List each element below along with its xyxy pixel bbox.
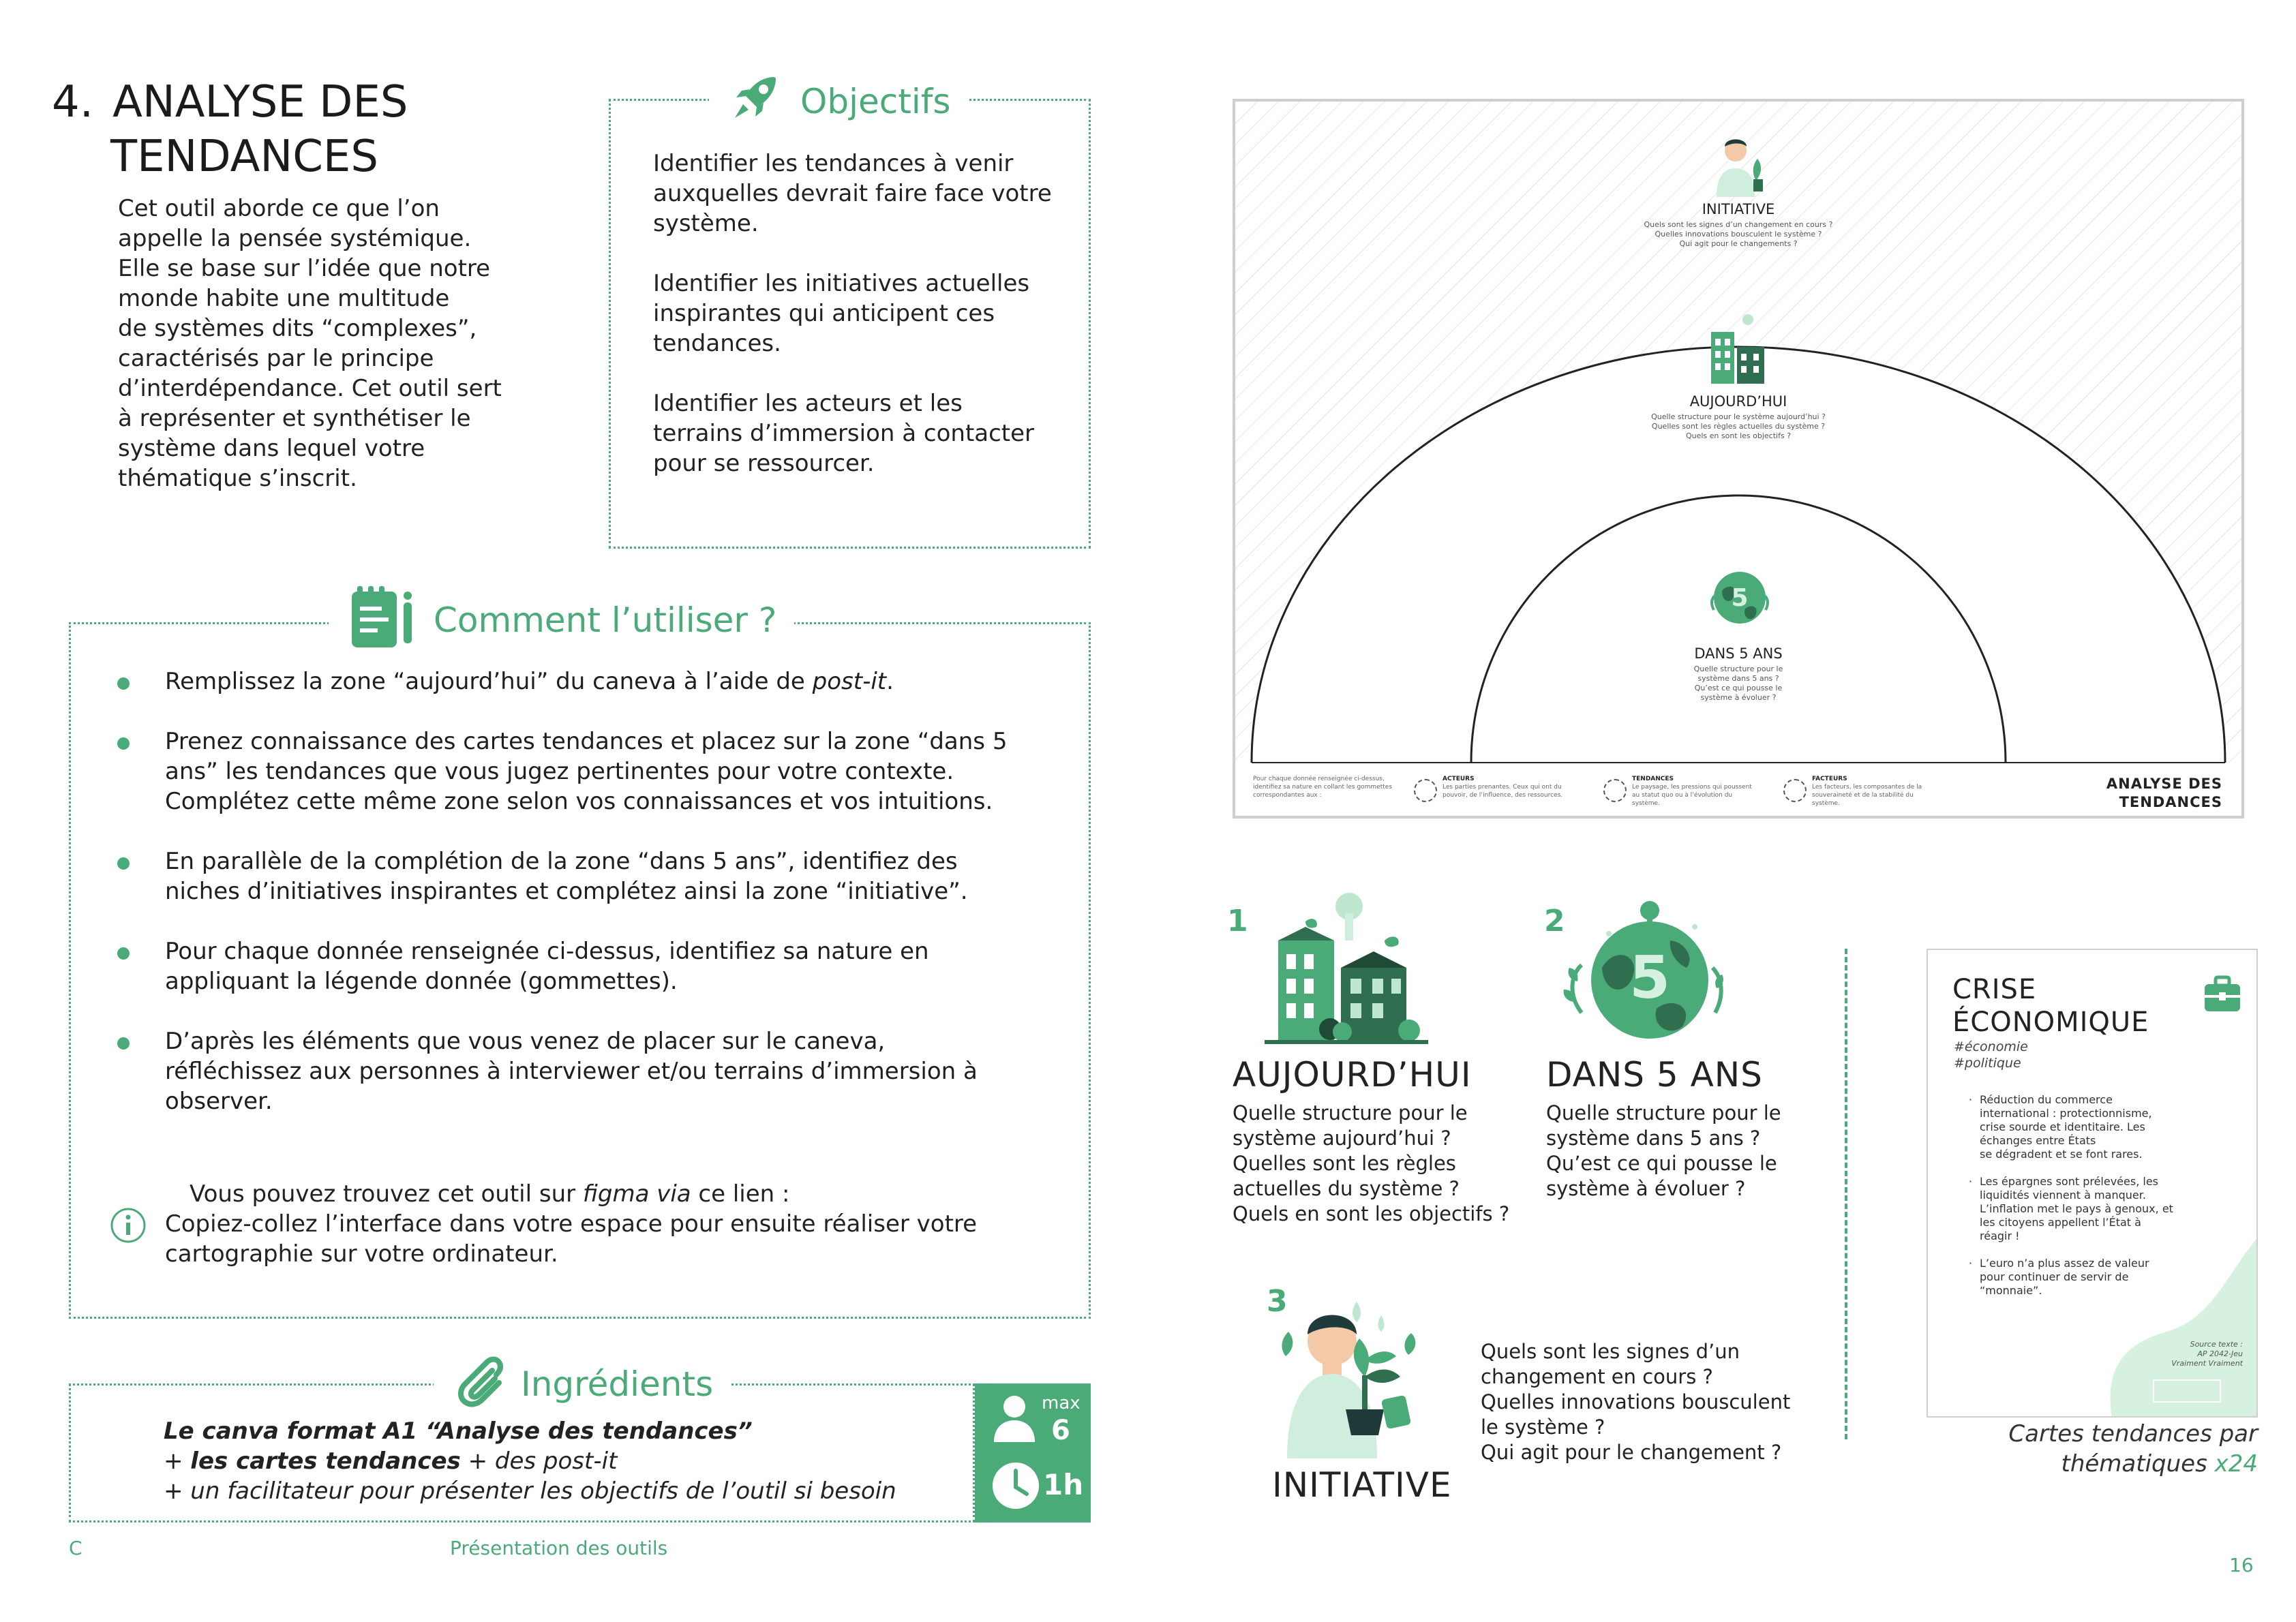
card-line: pour continuer de servir de bbox=[1980, 1270, 2129, 1283]
instructions-list bbox=[117, 667, 1051, 1146]
canvas-aujourdhui-questions bbox=[1602, 412, 1875, 441]
canvas-brand bbox=[2106, 775, 2222, 812]
page-title bbox=[52, 75, 408, 184]
objectif-line: système. bbox=[653, 210, 759, 237]
max-label: max bbox=[1042, 1393, 1081, 1413]
canvas-initiative-label: INITIATIVE bbox=[1702, 201, 1775, 217]
svg-text:5: 5 bbox=[1731, 584, 1749, 612]
objectif-line: pour se ressourcer. bbox=[653, 450, 875, 477]
card-title-line: CRISE bbox=[1952, 974, 2037, 1005]
canvas-question: Quelle structure pour le bbox=[1693, 664, 1783, 673]
card-line: Réduction du commerce bbox=[1980, 1093, 2113, 1106]
footer-section: Présentation des outils bbox=[450, 1537, 668, 1559]
canvas-question: Qui agit pour le changements ? bbox=[1679, 239, 1798, 248]
card-source-line: Source texte : bbox=[2190, 1340, 2243, 1349]
intro-line: Cet outil aborde ce que l’on bbox=[118, 195, 440, 222]
legend-text: pouvoir, de l’influence, des ressources. bbox=[1442, 792, 1563, 799]
canvas-question: Qu’est ce qui pousse le bbox=[1694, 684, 1783, 692]
canvas-aujourdhui-label: AUJOURD’HUI bbox=[1689, 393, 1787, 410]
legend-dot-tendances bbox=[1603, 779, 1627, 802]
card-caption-count: x24 bbox=[2214, 1450, 2258, 1478]
canvas-dans5-questions bbox=[1636, 664, 1841, 703]
card-source-line: AP 2042-Jeu bbox=[2197, 1349, 2243, 1358]
zone-question: Quels en sont les objectifs ? bbox=[1233, 1202, 1510, 1225]
canvas-initiative-questions bbox=[1602, 220, 1875, 249]
legend-dot-facteurs bbox=[1783, 779, 1807, 802]
zone-question: Qui agit pour le changement ? bbox=[1481, 1441, 1782, 1464]
info-line: Copiez-collez l’interface dans votre espace pour ensuite réaliser votre bbox=[165, 1210, 978, 1238]
intro-line: à représenter et synthétiser le bbox=[118, 405, 471, 432]
canvas-question: Quels en sont les objectifs ? bbox=[1685, 431, 1792, 440]
info-figma: figma via bbox=[582, 1180, 691, 1208]
instruction-line: Prenez connaissance des cartes tendances et placez sur la zone “dans 5 bbox=[165, 728, 1008, 755]
card-line: se dégradent et se font rares. bbox=[1980, 1148, 2143, 1161]
card-line: les citoyens appellent l’État à bbox=[1980, 1216, 2141, 1229]
initiative-illustration bbox=[1275, 1295, 1432, 1461]
instruction-line: niches d’initiatives inspirantes et complétez ainsi la zone “initiative”. bbox=[165, 878, 968, 905]
intro-line: d’interdépendance. Cet outil sert bbox=[118, 375, 502, 402]
objectifs-title: Objectifs bbox=[800, 82, 951, 121]
canvas-brand-line: ANALYSE DES bbox=[2106, 776, 2222, 792]
zone-question: le système ? bbox=[1481, 1416, 1605, 1439]
objectifs-heading bbox=[709, 71, 968, 132]
legend-text: Les parties prenantes. Ceux qui ont du bbox=[1442, 784, 1562, 791]
ingredient-text: + des post-it bbox=[460, 1448, 618, 1475]
objectif-line: inspirantes qui anticipent ces bbox=[653, 300, 995, 327]
zone-1-title: AUJOURD’HUI bbox=[1233, 1055, 1472, 1095]
intro-line: monde habite une multitude bbox=[118, 285, 450, 312]
max-people-value: 6 bbox=[1051, 1415, 1070, 1446]
comment-title: Comment l’utiliser ? bbox=[434, 600, 777, 640]
legend-title: TENDANCES bbox=[1632, 776, 1674, 782]
intro-line: de systèmes dits “complexes”, bbox=[118, 315, 477, 342]
clock-icon bbox=[990, 1460, 1042, 1514]
zone-question: système à évoluer ? bbox=[1546, 1177, 1746, 1200]
card-line: Les épargnes sont prélevées, les bbox=[1980, 1175, 2158, 1188]
instruction-item bbox=[117, 726, 1051, 816]
instruction-line: Pour chaque donnée renseignée ci-dessus, identifiez sa nature en bbox=[165, 938, 929, 965]
title-line-2: TENDANCES bbox=[110, 132, 378, 182]
zone-3-number: 3 bbox=[1267, 1284, 1288, 1319]
title-line-1: ANALYSE DES bbox=[112, 77, 408, 127]
intro-line: appelle la pensée systémique. bbox=[118, 225, 472, 252]
card-body: · Réduction du commerce international : protectionnisme, crise sourde et identitaire. Les échanges entre États se dégradent et se font rares. · Les épargnes sont prélevées, les liquidités viennent à manquer. L’inflation met le pays à genoux, et les citoyens appellent l’État à réagir ! · L’euro n’a plus assez de valeur pour continuer de servir de “monnaie”. bbox=[1980, 1093, 2225, 1298]
ingredients-heading bbox=[434, 1353, 731, 1416]
instruction-item bbox=[117, 936, 1051, 996]
person-icon bbox=[990, 1392, 1039, 1448]
legend-text: système. bbox=[1632, 800, 1660, 807]
legend-text: souveraineté et de la stabilité du bbox=[1812, 792, 1914, 799]
canvas-globe-illustration bbox=[1707, 562, 1772, 633]
legend-dot-acteurs bbox=[1414, 779, 1437, 802]
buildings-illustration bbox=[1265, 886, 1428, 1052]
card-source-line: Vraiment Vraiment bbox=[2171, 1359, 2243, 1368]
objectif-line: Identifier les initiatives actuelles bbox=[653, 270, 1030, 297]
instruction-emphasis: post-it bbox=[812, 668, 887, 695]
objectif-line: tendances. bbox=[653, 330, 781, 357]
instruction-line: observer. bbox=[165, 1088, 273, 1115]
card-caption-text: thématiques bbox=[2061, 1450, 2215, 1478]
canvas-question: Quels sont les signes d’un changement en cours ? bbox=[1644, 220, 1833, 229]
card-line: international : protectionnisme, bbox=[1980, 1107, 2152, 1120]
card-line: “monnaie”. bbox=[1980, 1284, 2042, 1297]
zone-2-questions bbox=[1546, 1101, 1832, 1202]
ingredients-title: Ingrédients bbox=[521, 1364, 714, 1404]
zones-divider bbox=[1845, 949, 1847, 1439]
license-badge bbox=[2153, 1379, 2221, 1403]
instruction-item bbox=[117, 1026, 1051, 1116]
legend-intro-line: correspondantes aux : bbox=[1253, 792, 1322, 799]
legend-text: Les facteurs, les composantes de la bbox=[1812, 784, 1922, 791]
zone-1-questions bbox=[1233, 1101, 1519, 1227]
intro-line: système dans lequel votre bbox=[118, 435, 425, 462]
legend-title: FACTEURS bbox=[1812, 776, 1847, 782]
objectif-line: terrains d’immersion à contacter bbox=[653, 420, 1035, 447]
footer-letter: C bbox=[69, 1537, 82, 1559]
objectifs-text bbox=[653, 149, 1076, 478]
ingredient-canva: Le canva format A1 “Analyse des tendances” bbox=[164, 1418, 753, 1445]
legend-tendances bbox=[1632, 775, 1752, 808]
legend-text: système. bbox=[1812, 800, 1840, 807]
instruction-item bbox=[117, 667, 1051, 697]
instruction-line: D’après les éléments que vous venez de placer sur le caneva, bbox=[165, 1028, 886, 1055]
card-line: crise sourde et identitaire. Les bbox=[1980, 1120, 2145, 1133]
zone-question: Quelle structure pour le bbox=[1233, 1101, 1468, 1124]
canvas-initiative-illustration bbox=[1704, 132, 1772, 202]
zone-question: changement en cours ? bbox=[1481, 1365, 1713, 1388]
card-line: liquidités viennent à manquer. bbox=[1980, 1189, 2146, 1202]
zone-question: Quelle structure pour le bbox=[1546, 1101, 1781, 1124]
ingredient-facilitator: + un facilitateur pour présenter les objectifs de l’outil si besoin bbox=[164, 1478, 896, 1505]
zone-question: Quels sont les signes d’un bbox=[1481, 1340, 1740, 1363]
zone-question: système dans 5 ans ? bbox=[1546, 1127, 1761, 1150]
intro-line: thématique s’inscrit. bbox=[118, 465, 357, 492]
ingredient-cards: les cartes tendances bbox=[190, 1448, 461, 1475]
info-icon bbox=[109, 1206, 147, 1247]
canvas-legend-intro bbox=[1253, 775, 1392, 799]
canvas-question: système dans 5 ans ? bbox=[1697, 674, 1779, 683]
zone-2-title: DANS 5 ANS bbox=[1546, 1055, 1763, 1095]
info-text bbox=[165, 1179, 1051, 1269]
svg-text:5: 5 bbox=[1629, 944, 1670, 1012]
instruction-line: En parallèle de la complétion de la zone “dans 5 ans”, identifiez des bbox=[165, 848, 958, 875]
globe-illustration bbox=[1561, 893, 1725, 1052]
instruction-line: appliquant la légende donnée (gommettes). bbox=[165, 968, 678, 995]
canvas-question: Quelles innovations bousculent le système ? bbox=[1655, 230, 1822, 239]
card-tag: #économie bbox=[1954, 1039, 2028, 1054]
card-line: réagir ! bbox=[1980, 1229, 2020, 1242]
canvas-buildings-illustration bbox=[1704, 311, 1772, 389]
trend-card bbox=[1927, 949, 2258, 1418]
card-source bbox=[2171, 1340, 2243, 1368]
card-line: L’inflation met le pays à genoux, et bbox=[1980, 1202, 2173, 1215]
legend-text: au statut quo ou à l’évolution du bbox=[1632, 792, 1733, 799]
legend-text: Le paysage, les pressions qui poussent bbox=[1632, 784, 1752, 791]
card-title bbox=[1952, 973, 2149, 1039]
legend-intro-line: Pour chaque donnée renseignée ci-dessus, bbox=[1253, 776, 1385, 782]
ingredient-text: + bbox=[164, 1448, 191, 1475]
canvas-question: système à évoluer ? bbox=[1700, 693, 1777, 702]
zone-question: système aujourd’hui ? bbox=[1233, 1127, 1451, 1150]
intro-text bbox=[118, 194, 554, 493]
zone-question: Quelles innovations bousculent bbox=[1481, 1390, 1791, 1413]
objectif-line: Identifier les acteurs et les bbox=[653, 390, 963, 417]
page-number: 16 bbox=[2229, 1554, 2254, 1576]
briefcase-icon bbox=[2202, 973, 2243, 1017]
instruction-text: . bbox=[886, 668, 894, 695]
intro-line: caractérisés par le principe bbox=[118, 345, 434, 372]
card-tags bbox=[1954, 1039, 2028, 1071]
rocket-icon bbox=[727, 69, 784, 134]
ingredients-text bbox=[164, 1416, 896, 1506]
paperclip-icon bbox=[451, 1353, 504, 1416]
duration-value: 1h bbox=[1043, 1468, 1084, 1501]
card-caption-line: Cartes tendances par bbox=[2008, 1420, 2258, 1448]
instruction-text: Remplissez la zone “aujourd’hui” du caneva à l’aide de bbox=[165, 668, 813, 695]
legend-intro-line: identifiez sa nature en collant les gommettes bbox=[1253, 784, 1393, 791]
card-line: échanges entre États bbox=[1980, 1134, 2096, 1147]
zone-2-number: 2 bbox=[1544, 904, 1565, 938]
canvas-question: Quelle structure pour le système aujourd’hui ? bbox=[1651, 412, 1826, 421]
objectif-line: auxquelles devrait faire face votre bbox=[653, 180, 1052, 207]
instruction-line: réfléchissez aux personnes à interviewer et/ou terrains d’immersion à bbox=[165, 1058, 978, 1085]
zone-question: actuelles du système ? bbox=[1233, 1177, 1460, 1200]
capacity-panel bbox=[975, 1383, 1091, 1522]
legend-title: ACTEURS bbox=[1442, 776, 1475, 782]
legend-facteurs bbox=[1812, 775, 1922, 808]
info-line: cartographie sur votre ordinateur. bbox=[165, 1240, 558, 1268]
zone-question: Qu’est ce qui pousse le bbox=[1546, 1152, 1777, 1175]
canvas-dans5-label: DANS 5 ANS bbox=[1694, 645, 1783, 662]
instruction-line: ans” les tendances que vous jugez pertinentes pour votre contexte. bbox=[165, 758, 954, 785]
canvas-preview bbox=[1233, 99, 2244, 818]
canvas-question: Quelles sont les règles actuelles du système ? bbox=[1651, 422, 1826, 431]
info-text-part: Vous pouvez trouvez cet outil sur bbox=[190, 1180, 583, 1208]
intro-line: Elle se base sur l’idée que notre bbox=[118, 255, 491, 282]
instruction-line: Complétez cette même zone selon vos connaissances et vos intuitions. bbox=[165, 788, 993, 815]
legend-acteurs bbox=[1442, 775, 1562, 799]
notepad-icon bbox=[346, 582, 417, 658]
canvas-brand-line: TENDANCES bbox=[2119, 794, 2222, 810]
zone-3-title: INITIATIVE bbox=[1272, 1465, 1452, 1505]
instruction-item bbox=[117, 846, 1051, 906]
card-caption bbox=[1927, 1419, 2258, 1479]
zone-3-questions bbox=[1481, 1339, 1808, 1465]
section-number: 4. bbox=[52, 77, 94, 127]
comment-heading bbox=[329, 586, 794, 654]
objectif-line: Identifier les tendances à venir bbox=[653, 150, 1014, 177]
zone-question: Quelles sont les règles bbox=[1233, 1152, 1456, 1175]
zone-1-number: 1 bbox=[1227, 904, 1248, 938]
card-title-line: ÉCONOMIQUE bbox=[1952, 1007, 2149, 1038]
info-text-part: ce lien : bbox=[691, 1180, 790, 1208]
card-line: L’euro n’a plus assez de valeur bbox=[1980, 1257, 2149, 1270]
card-tag: #politique bbox=[1954, 1056, 2021, 1071]
